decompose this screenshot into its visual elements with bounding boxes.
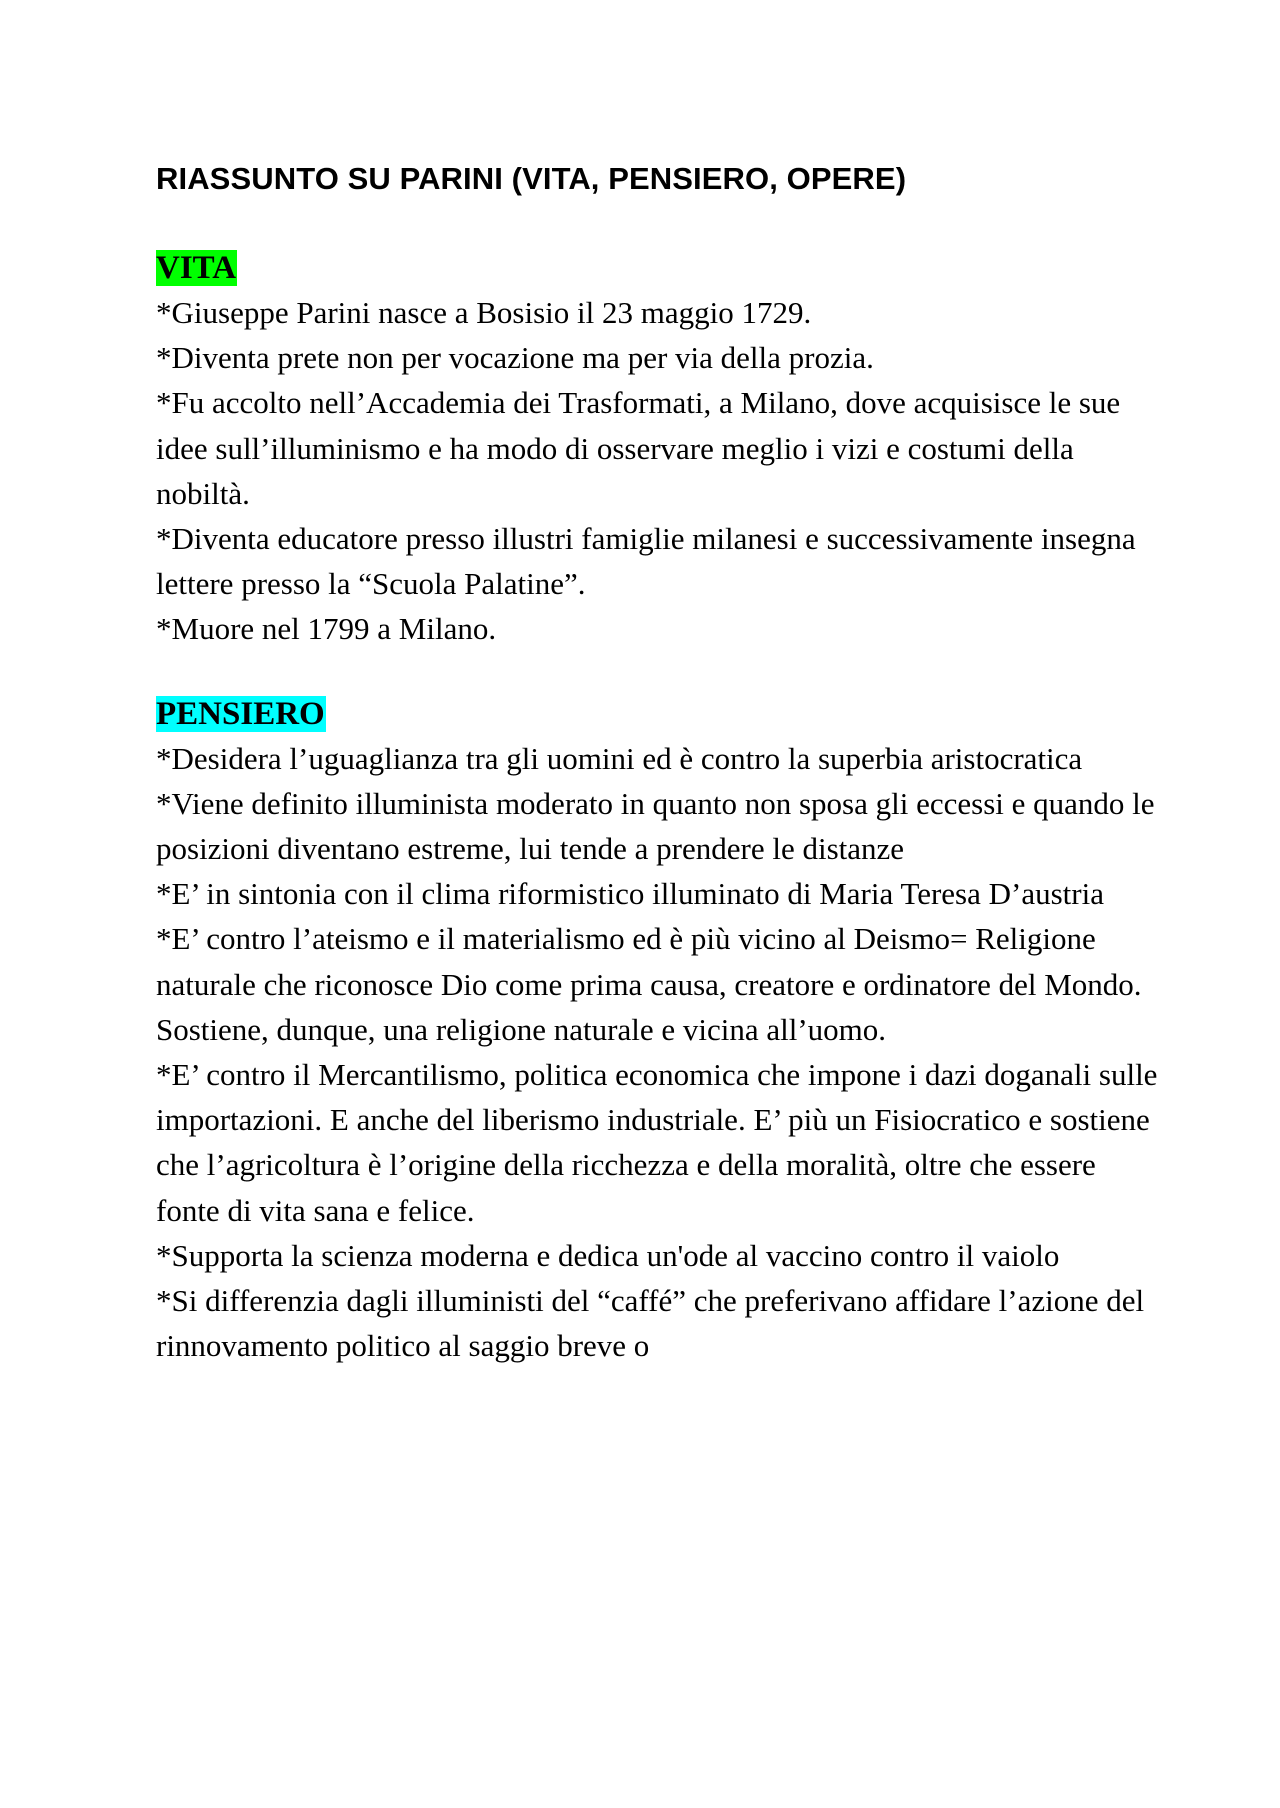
document-title: RIASSUNTO SU PARINI (VITA, PENSIERO, OPERE) (156, 161, 907, 196)
section-heading-vita (156, 246, 1166, 290)
paragraph: *Desidera l’uguaglianza tra gli uomini ed è contro la superbia aristocratica (156, 740, 1083, 776)
paragraph: *Si differenzia dagli illuministi del “caffé” che preferivano affidare l’azione del rinnovamento politico al saggio breve o (156, 1283, 1145, 1364)
paragraph: *Viene definito illuminista moderato in quanto non sposa gli eccessi e quando le posizioni diventano estreme, lui tende a prendere le distanze (156, 785, 1155, 867)
section-heading-pensiero (156, 692, 1166, 736)
paragraph: *E’ in sintonia con il clima riformistico illuminato di Maria Teresa D’austria (156, 876, 1104, 912)
paragraph: *Muore nel 1799 a Milano. (156, 611, 497, 647)
document-content (156, 158, 1166, 1368)
section-pensiero (156, 692, 1166, 1369)
highlighted-heading-text: VITA (156, 250, 237, 286)
section-vita (156, 246, 1166, 652)
paragraph: *E’ contro il Mercantilismo, politica economica che impone i dazi doganali sulle importazioni. E anche del liberismo industriale. E’ più un Fisiocratico e sostiene che l’agricoltura è l’origine della ricchezza e della moralità, oltre che essere fonte di vita sana e felice. (156, 1057, 1158, 1228)
paragraph: *E’ contro l’ateismo e il materialismo ed è più vicino al Deismo= Religione naturale che riconosce Dio come prima causa, creatore e ordinatore del Mondo. Sostiene, dunque, una religione naturale e vicina all’uomo. (156, 921, 1142, 1047)
paragraph: *Diventa educatore presso illustri famiglie milanesi e successivamente insegna lettere presso la “Scuola Palatine”. (156, 521, 1136, 602)
paragraph: *Supporta la scienza moderna e dedica un'ode al vaccino contro il vaiolo (156, 1237, 1060, 1273)
paragraph: *Diventa prete non per vocazione ma per via della prozia. (156, 340, 874, 376)
paragraph: *Fu accolto nell’Accademia dei Trasformati, a Milano, dove acquisisce le sue idee sull’illuminismo e ha modo di osservare meglio i vizi e costumi della nobiltà. (156, 385, 1121, 511)
highlighted-heading-text: PENSIERO (156, 695, 325, 732)
paragraph: *Giuseppe Parini nasce a Bosisio il 23 maggio 1729. (156, 295, 812, 330)
